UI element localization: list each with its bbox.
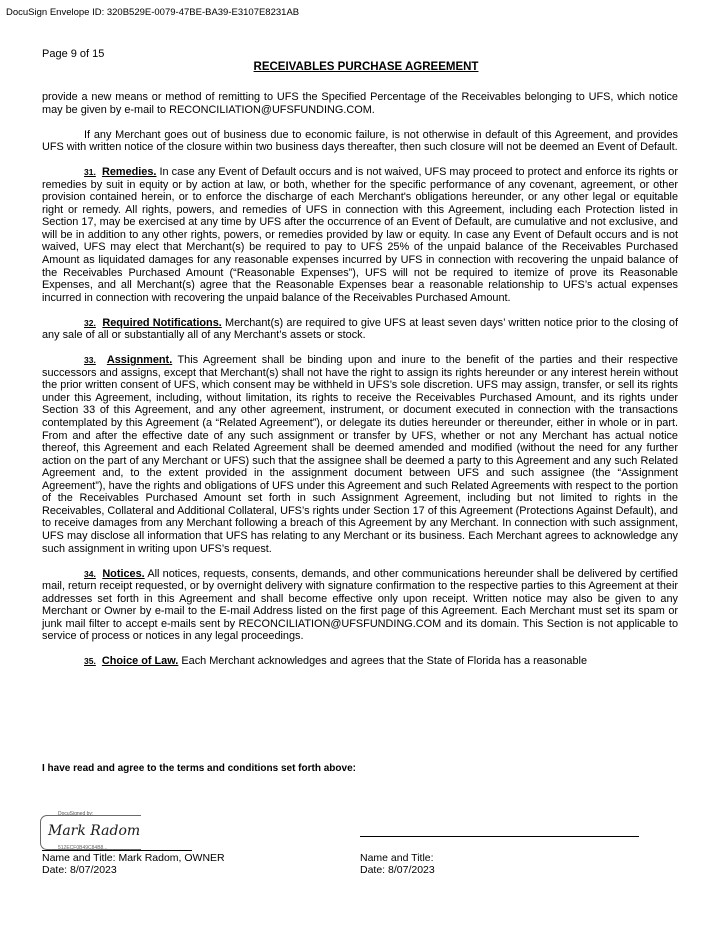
paragraph-closure: If any Merchant goes out of business due to economic failure, is not otherwise in default of this Agreement, and provides UFS with written notice of the closure within two business days thereafter, then such closure will not be deemed an Event of Default.: [42, 128, 678, 154]
section-33: [42, 354, 678, 555]
signature-image: Mark Radom: [48, 823, 141, 839]
section-number: 33.: [84, 355, 96, 366]
section-text: Each Merchant acknowledges and agrees that the State of Florida has a reasonable: [181, 655, 588, 668]
signer-left-name-title: Name and Title: Mark Radom, OWNER: [42, 852, 225, 864]
section-32: [42, 317, 678, 342]
section-number: 32.: [84, 317, 96, 328]
section-number: 35.: [84, 656, 96, 667]
signature-line-right: [360, 836, 639, 837]
signer-right-name-title: Name and Title:: [360, 852, 434, 864]
signer-right-date: Date: 8/07/2023: [360, 864, 435, 876]
section-text: In case any Event of Default occurs and is not waived, UFS may proceed to protect and enforce its rights or remedies by suit in equity or by action at law, or both, whether for the specific performance of any covenant, agreement, or other provision contained herein, or to enforce the discharge of each Merchant's obligations hereunder, or any other legal or equitable right or remedy. All rights, powers, and remedies of UFS in connection with this Agreement, including each Protection listed in Section 17, may be exercised at any time by UFS after the occurrence of an Event of Default, are cumulative and not exclusive, and will be in addition to any other rights, powers, or remedies provided by law or equity. In case any Event of Default occurs and is not waived, UFS may elect that Merchant(s) be required to pay to UFS 25% of the unpaid balance of the Receivables Purchased Amount as liquidated damages for any reasonable expenses incurred by UFS in connection with recovering the unpaid balance of the Receivables Purchased Amount (“Reasonable Expenses”), UFS will not be required to itemize of prove its Reasonable Expenses, and all Merchant(s) agree that the Reasonable Expenses bear a reasonable relationship to UFS’s actual expenses incurred in connection with recovering the unpaid balance of the Receivables Purchased Amount.: [42, 166, 678, 304]
section-text: Merchant(s) are required to give UFS at least seven days’ written notice prior to the closing of any sale of all or substantially all of any Merchant’s assets or stock.: [42, 316, 679, 342]
signer-left-date: Date: 8/07/2023: [42, 864, 117, 876]
section-title: Remedies.: [101, 166, 157, 179]
section-title: Choice of Law.: [101, 655, 179, 668]
signer-right-block: [360, 852, 435, 876]
section-31: [42, 166, 678, 304]
section-35: [42, 655, 678, 668]
document-body: [42, 91, 678, 680]
page-number: Page 9 of 15: [42, 48, 105, 60]
section-text: This Agreement shall be binding upon and inure to the benefit of the parties and their respective successors and assigns, except that Merchant(s) shall not have the right to assign its rights hereunder or any interest herein without the prior written consent of UFS, which consent may be withheld in UFS’s sole discretion. UFS may assign, transfer, or sell its rights under this Agreement, including, without limitation, its rights to receive the Receivables Purchased Amount, and its rights under Section 33 of this Agreement, and any other agreement, instrument, or document executed in connection with the transactions contemplated by this Agreement (a “Related Agreement”), or delegate its duties hereunder or thereunder, either in whole or in part. From and after the effective date of any such assignment or transfer by UFS, whether or not any Merchant has actual notice thereof, this Agreement and each Related Agreement shall be deemed amended and modified (without the need for any further action on the part of any Merchant or UFS) such that the assignee shall be deemed a party to this Agreement and any such Related Agreement and, to the extent provided in the assignment document between UFS and such assignee (the “Assignment Agreement”), have the rights and obligations of UFS under this Agreement and such Related Agreements with respect to the portion of the Receivables Purchased Amount set forth in such Assignment Agreement, including but not limited to rights in the Receivables, Collateral and Additional Collateral, UFS’s rights under Section 17 of this Agreement (Protections Against Default), and to receive damages from any Merchant following a breach of this Agreement by any Merchant. In connection with such assignment, UFS may disclose all information that UFS has relating to any Merchant or its business. Each Merchant agrees to acknowledge any such assignment in writing upon UFS’s request.: [42, 354, 678, 555]
section-number: 34.: [84, 568, 96, 579]
section-number: 31.: [84, 167, 96, 178]
acknowledgement-text: I have read and agree to the terms and conditions set forth above:: [42, 763, 356, 774]
section-title: Required Notifications.: [102, 316, 222, 329]
signature-line-left: [42, 850, 192, 851]
docusign-envelope-id: DocuSign Envelope ID: 320B529E-0079-47BE-BA39-E3107E8231AB: [6, 7, 300, 18]
section-title: Notices.: [102, 567, 145, 580]
section-34: [42, 568, 678, 643]
paragraph-remittance: provide a new means or method of remitting to UFS the Specified Percentage of the Receivables belonging to UFS, which notice may be given by e-mail to RECONCILIATION@UFSFUNDING.COM.: [42, 91, 678, 116]
section-title: Assignment.: [106, 354, 173, 367]
docusign-header: DocuSigned by:: [58, 811, 94, 817]
document-title: RECEIVABLES PURCHASE AGREEMENT: [253, 61, 479, 73]
section-text: All notices, requests, consents, demands, and other communications hereunder shall be delivered by certified mail, return receipt requested, or by overnight delivery with signature confirmation to the respective parties to this Agreement at their addresses set forth in this Agreement and shall become effective only upon receipt. Written notice may also be given to any Merchant or Owner by e-mail to the E-mail Address listed on the first page of this Agreement. Each Merchant must set its spam or junk mail filter to accept e-mails sent by RECONCILIATION@UFSFUNDING.COM and its domain. This Section is not applicable to service of process or notices in any legal proceedings.: [42, 567, 678, 643]
signer-left-block: [42, 852, 225, 876]
signature-hash: 512ECF0B49C84B8...: [58, 845, 108, 851]
